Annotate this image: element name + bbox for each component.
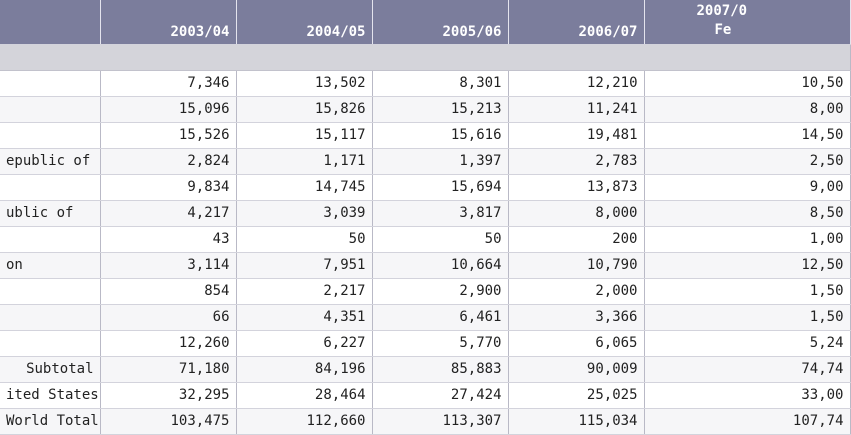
row-label: on xyxy=(0,252,100,278)
table-cell: 4,217 xyxy=(100,200,236,226)
table-cell: 15,826 xyxy=(236,96,372,122)
table-cell: 8,00 xyxy=(644,96,850,122)
table-cell: 74,74 xyxy=(644,356,850,382)
row-label xyxy=(0,278,100,304)
table-cell: 112,660 xyxy=(236,408,372,434)
table-cell: 25,025 xyxy=(508,382,644,408)
table-row xyxy=(0,330,850,356)
table-cell: 28,464 xyxy=(236,382,372,408)
table-cell: 200 xyxy=(508,226,644,252)
table-row xyxy=(0,200,850,226)
table-cell: 66 xyxy=(100,304,236,330)
row-label xyxy=(0,96,100,122)
table-header xyxy=(0,0,850,44)
row-label xyxy=(0,226,100,252)
table-cell: 3,817 xyxy=(372,200,508,226)
column-header-2007-08 xyxy=(644,0,850,44)
table-cell: 6,065 xyxy=(508,330,644,356)
table-cell: 5,770 xyxy=(372,330,508,356)
table-cell: 3,039 xyxy=(236,200,372,226)
row-label: World Total xyxy=(0,408,100,434)
column-header-line-1: 2007/0 xyxy=(696,2,748,19)
table-cell: 8,301 xyxy=(372,70,508,96)
table-cell: 113,307 xyxy=(372,408,508,434)
column-header-2005-06: 2005/06 xyxy=(372,0,508,44)
row-label xyxy=(0,122,100,148)
table-cell: 14,745 xyxy=(236,174,372,200)
table-cell: 5,24 xyxy=(644,330,850,356)
table-cell: 2,217 xyxy=(236,278,372,304)
table-cell: 7,346 xyxy=(100,70,236,96)
section-band-cell xyxy=(0,44,850,70)
table-cell: 1,50 xyxy=(644,278,850,304)
table-cell: 2,50 xyxy=(644,148,850,174)
table-cell: 3,366 xyxy=(508,304,644,330)
table-body xyxy=(0,44,850,434)
row-label: ublic of xyxy=(0,200,100,226)
table-cell: 33,00 xyxy=(644,382,850,408)
table-cell: 2,900 xyxy=(372,278,508,304)
table-cell: 6,227 xyxy=(236,330,372,356)
table-cell: 14,50 xyxy=(644,122,850,148)
table-cell: 50 xyxy=(372,226,508,252)
table-cell: 115,034 xyxy=(508,408,644,434)
row-label: ited States xyxy=(0,382,100,408)
table-cell: 19,481 xyxy=(508,122,644,148)
table-cell: 13,873 xyxy=(508,174,644,200)
table-cell: 12,260 xyxy=(100,330,236,356)
table-row xyxy=(0,148,850,174)
header-label-cell xyxy=(0,0,100,44)
table-row xyxy=(0,278,850,304)
table-cell: 10,664 xyxy=(372,252,508,278)
table-cell: 6,461 xyxy=(372,304,508,330)
row-label xyxy=(0,304,100,330)
table-cell: 1,00 xyxy=(644,226,850,252)
table-cell: 90,009 xyxy=(508,356,644,382)
table-cell: 9,834 xyxy=(100,174,236,200)
table-row xyxy=(0,382,850,408)
table-cell: 107,74 xyxy=(644,408,850,434)
table-row xyxy=(0,252,850,278)
table-cell: 1,171 xyxy=(236,148,372,174)
table-cell: 15,616 xyxy=(372,122,508,148)
table-cell: 8,50 xyxy=(644,200,850,226)
table-cell: 32,295 xyxy=(100,382,236,408)
table-cell: 103,475 xyxy=(100,408,236,434)
table-cell: 12,210 xyxy=(508,70,644,96)
table-row xyxy=(0,122,850,148)
row-label xyxy=(0,330,100,356)
table-row xyxy=(0,356,850,382)
column-header-2006-07: 2006/07 xyxy=(508,0,644,44)
table-cell: 15,096 xyxy=(100,96,236,122)
column-header-2004-05: 2004/05 xyxy=(236,0,372,44)
table-cell: 9,00 xyxy=(644,174,850,200)
row-label xyxy=(0,174,100,200)
column-header-line-2: Fe xyxy=(714,21,732,38)
table-cell: 10,50 xyxy=(644,70,850,96)
table-cell: 2,000 xyxy=(508,278,644,304)
table-cell: 8,000 xyxy=(508,200,644,226)
table-cell: 4,351 xyxy=(236,304,372,330)
table-cell: 2,824 xyxy=(100,148,236,174)
table-row xyxy=(0,96,850,122)
row-label: epublic of xyxy=(0,148,100,174)
table-cell: 2,783 xyxy=(508,148,644,174)
table-row xyxy=(0,408,850,434)
table-cell: 50 xyxy=(236,226,372,252)
table-row xyxy=(0,174,850,200)
table-cell: 15,694 xyxy=(372,174,508,200)
table-cell: 12,50 xyxy=(644,252,850,278)
table-cell: 27,424 xyxy=(372,382,508,408)
table-row xyxy=(0,226,850,252)
table-cell: 43 xyxy=(100,226,236,252)
row-label: Subtotal xyxy=(0,356,100,382)
column-header-2003-04: 2003/04 xyxy=(100,0,236,44)
table-cell: 7,951 xyxy=(236,252,372,278)
table-cell: 15,526 xyxy=(100,122,236,148)
row-label xyxy=(0,70,100,96)
table-cell: 13,502 xyxy=(236,70,372,96)
table-cell: 71,180 xyxy=(100,356,236,382)
section-band xyxy=(0,44,850,70)
table-cell: 85,883 xyxy=(372,356,508,382)
table-cell: 15,117 xyxy=(236,122,372,148)
table-cell: 10,790 xyxy=(508,252,644,278)
table-cell: 84,196 xyxy=(236,356,372,382)
table-cell: 854 xyxy=(100,278,236,304)
table-cell: 1,397 xyxy=(372,148,508,174)
table-row xyxy=(0,70,850,96)
table-row xyxy=(0,304,850,330)
table-cell: 3,114 xyxy=(100,252,236,278)
table-cell: 15,213 xyxy=(372,96,508,122)
table-cell: 11,241 xyxy=(508,96,644,122)
table-cell: 1,50 xyxy=(644,304,850,330)
